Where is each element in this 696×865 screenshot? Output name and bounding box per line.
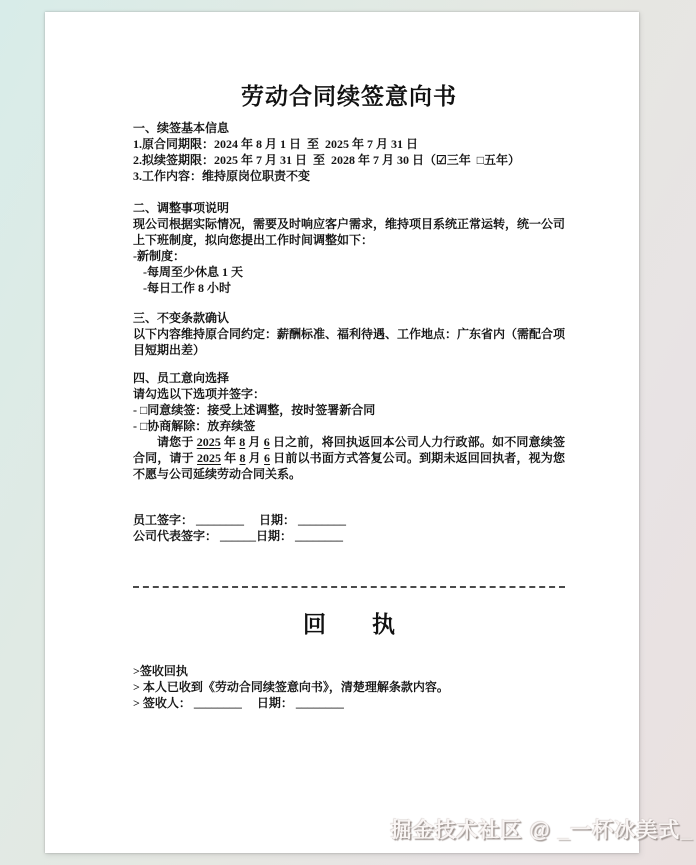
return-deadline-paragraph	[133, 434, 565, 482]
proposed-term-text: 2.拟续签期限：2025 年 7 月 31 日 至 2028 年 7 月 30 日（	[133, 153, 437, 167]
receipt-signature-line: > 签收人： ________ 日期： ________	[133, 696, 344, 710]
signature-block	[133, 512, 565, 544]
adjustment-description: 现公司根据实际情况，需要及时响应客户需求，维持项目系统正常运转，统一公司上下班制度，拟向您提出工作时间调整如下：	[133, 217, 565, 247]
option1-label: 同意续签：接受上述调整，按时签署新合同	[147, 403, 376, 417]
choice-instruction: 请勾选以下选项并签字：	[133, 387, 266, 401]
notice-text: 月	[245, 435, 264, 449]
proposed-renewal-term-line	[133, 152, 565, 168]
cut-line-divider	[133, 586, 565, 588]
section-employee-choice	[133, 370, 565, 434]
policy-rule-weekly-rest: -每周至少休息 1 天	[143, 265, 243, 279]
section-unchanged-terms	[133, 310, 565, 358]
notice-text: 请您于	[157, 435, 197, 449]
document-title: 劳动合同续签意向书	[241, 83, 457, 109]
checkbox-unchecked-icon: □	[476, 153, 485, 167]
notice-text: 年	[221, 451, 240, 465]
receipt-heading: >签收回执	[133, 664, 188, 678]
watermark: 掘金技术社区 @ _一杯冰美式_	[390, 819, 693, 842]
employee-signature-line: 员工签字： ________ 日期： ________	[133, 513, 347, 527]
option2-dash: -	[133, 419, 140, 433]
option-negotiated-termination	[133, 418, 565, 434]
deadline-day: 6	[264, 451, 270, 465]
section3-heading: 三、不变条款确认	[133, 311, 230, 325]
checkbox-checked-icon: ☑	[436, 153, 447, 167]
receipt-block	[133, 663, 565, 711]
section4-heading: 四、员工意向选择	[133, 371, 230, 385]
section-adjustment-notes	[133, 200, 565, 296]
company-signature-line: 公司代表签字： ______日期： ________	[133, 529, 344, 543]
notice-text: 日之前，将回执返回本公司人力行政部。如不同意续签合同，请于	[133, 435, 565, 465]
deadline-month: 8	[239, 451, 246, 465]
section1-heading: 一、续签基本信息	[133, 121, 230, 135]
notice-text: 年	[220, 435, 240, 449]
document-content	[133, 12, 565, 853]
unchanged-terms-description: 以下内容维持原合同约定：薪酬标准、福利待遇、工作地点：广东省内（需配合项目短期出差）	[133, 327, 565, 357]
deadline-year: 2025	[196, 435, 221, 449]
term-option-five-years: 五年）	[484, 153, 521, 167]
document-page	[45, 12, 639, 853]
deadline-year: 2025	[197, 451, 221, 465]
section-renewal-basic-info	[133, 120, 565, 184]
notice-text: 日前以书面方式答复公司。到期未返回回执者，视为您不愿与公司延续劳动合同关系。	[133, 451, 565, 481]
deadline-day: 6	[263, 435, 270, 449]
option-agree-renewal	[133, 402, 565, 418]
job-content-line: 3.工作内容：维持原岗位职责不变	[133, 169, 311, 183]
original-contract-term-line: 1.原合同期限：2024 年 8 月 1 日 至 2025 年 7 月 31 日	[133, 137, 419, 151]
notice-text: 月	[245, 451, 264, 465]
section2-heading: 二、调整事项说明	[133, 201, 230, 215]
policy-rule-daily-hours: -每日工作 8 小时	[143, 281, 231, 295]
checkbox-unchecked-icon: □	[140, 419, 148, 433]
option2-label: 协商解除：放弃续签	[147, 419, 256, 433]
option1-dash: -	[133, 403, 140, 417]
receipt-acknowledgement: > 本人已收到《劳动合同续签意向书》，清楚理解条款内容。	[133, 680, 449, 694]
deadline-month: 8	[239, 435, 246, 449]
checkbox-unchecked-icon: □	[140, 403, 148, 417]
term-option-three-years: 三年	[446, 153, 477, 167]
receipt-title: 回 执	[303, 611, 395, 637]
new-policy-label: -新制度：	[133, 249, 185, 263]
